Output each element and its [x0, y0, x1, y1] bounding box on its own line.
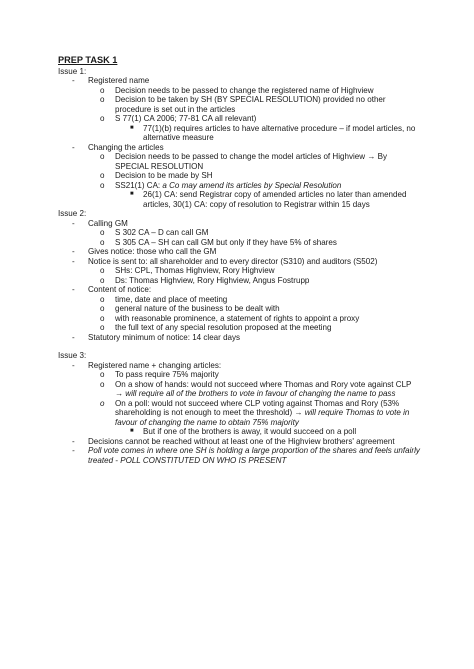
list-item: - Changing the articles [72, 142, 164, 152]
dash-bullet-icon: - [72, 256, 75, 266]
circle-bullet-icon: o [100, 370, 105, 379]
issue-3-heading: Issue 3: [58, 351, 87, 360]
list-item: - Poll vote comes in where one SH is holding a large proportion of the shares and feels unfairly treated - POLL CONSTITUTED ON WHO IS PRESENT [72, 446, 420, 465]
issue-1-heading: Issue 1: [58, 66, 87, 76]
list-item: o S 77(1) CA 2006; 77-81 CA all relevant) [100, 114, 257, 123]
dash-bullet-icon: - [72, 247, 75, 256]
list-item: - Gives notice: those who call the GM [72, 247, 217, 256]
list-item: - Notice is sent to: all shareholder and to every director (S310) and auditors (S502) [72, 256, 378, 266]
list-item: ■ 26(1) CA: send Registrar copy of amended articles no later than amended articles, 30(1) CA: copy of resolution to Registrar within 15 days [130, 190, 407, 209]
list-item: o On a show of hands: would not succeed where Thomas and Rory vote against CLP → will require all of the brothers to vote in favour of changing the name to pass [100, 379, 412, 398]
list-item: o Decision needs to be passed to change the model articles of Highview → By SPECIAL RESOLUTION [100, 152, 387, 171]
arrow-right-icon: → [294, 408, 303, 417]
list-item: - Calling GM [72, 218, 128, 228]
list-item: - Registered name + changing articles: [72, 360, 222, 370]
circle-bullet-icon: o [100, 152, 105, 161]
list-item: - Registered name [72, 76, 150, 85]
circle-bullet-icon: o [100, 379, 105, 389]
dash-bullet-icon: - [72, 446, 75, 455]
circle-bullet-icon: o [100, 114, 105, 123]
circle-bullet-icon: o [100, 275, 105, 285]
arrow-right-icon: → [115, 389, 124, 398]
list-item: o Decision needs to be passed to change the registered name of Highview [100, 85, 374, 95]
dash-bullet-icon: - [72, 218, 75, 228]
square-bullet-icon: ■ [130, 428, 134, 434]
circle-bullet-icon: o [100, 180, 105, 190]
circle-bullet-icon: o [100, 228, 105, 237]
circle-bullet-icon: o [100, 85, 105, 95]
square-bullet-icon: ■ [130, 191, 134, 197]
list-item: o On a poll: would not succeed where CLP voting against Thomas and Rory (53% shareholding is not enough to meet the threshold) → will require Thomas to vote in favour of changing the name to obtain 75% majority [100, 398, 410, 427]
document-body [58, 56, 420, 465]
circle-bullet-icon: o [100, 398, 105, 408]
circle-bullet-icon: o [100, 304, 105, 313]
dash-bullet-icon: - [72, 360, 75, 370]
list-item: o Decision to be made by SH [100, 171, 213, 180]
list-item: ■ 77(1)(b) requires articles to have alternative procedure – if model articles, no alternative measure [130, 123, 416, 142]
dash-bullet-icon: - [72, 142, 75, 152]
list-item: o S 302 CA – D can call GM [100, 228, 209, 237]
document-title: PREP TASK 1 [58, 55, 118, 65]
circle-bullet-icon: o [100, 95, 105, 104]
circle-bullet-icon: o [100, 313, 105, 323]
list-item: o To pass require 75% majority [100, 370, 219, 379]
list-item: o SS21(1) CA: a Co may amend its articles by Special Resolution [100, 180, 342, 190]
list-item: o time, date and place of meeting [100, 294, 228, 304]
list-item: - Content of notice: [72, 285, 152, 294]
list-item: o with reasonable prominence, a statement of rights to appoint a proxy [100, 313, 360, 323]
list-item: o S 305 CA – SH can call GM but only if they have 5% of shares [100, 237, 337, 247]
list-item: - Statutory minimum of notice: 14 clear days [72, 332, 241, 342]
circle-bullet-icon: o [100, 237, 105, 247]
circle-bullet-icon: o [100, 266, 105, 275]
circle-bullet-icon: o [100, 294, 105, 304]
list-item: o general nature of the business to be dealt with [100, 304, 280, 313]
list-item: o SHs: CPL, Thomas Highview, Rory Highview [100, 266, 275, 275]
square-bullet-icon: ■ [130, 124, 134, 131]
dash-bullet-icon: - [72, 436, 75, 446]
list-item: o Ds: Thomas Highview, Rory Highview, Angus Fostrupp [100, 275, 310, 285]
issue-2-heading: Issue 2: [58, 209, 87, 218]
arrow-right-icon: → [367, 152, 376, 161]
list-item: o the full text of any special resolution proposed at the meeting [100, 323, 332, 332]
list-item: - Decisions cannot be reached without at least one of the Highview brothers' agreement [72, 436, 395, 446]
dash-bullet-icon: - [72, 76, 75, 85]
list-item: ■ But if one of the brothers is away, it would succeed on a poll [130, 427, 357, 436]
dash-bullet-icon: - [72, 285, 75, 294]
list-item: o Decision to be taken by SH (BY SPECIAL RESOLUTION) provided no other procedure is set out in the articles [100, 95, 386, 114]
dash-bullet-icon: - [72, 332, 75, 342]
circle-bullet-icon: o [100, 171, 105, 180]
circle-bullet-icon: o [100, 323, 105, 332]
